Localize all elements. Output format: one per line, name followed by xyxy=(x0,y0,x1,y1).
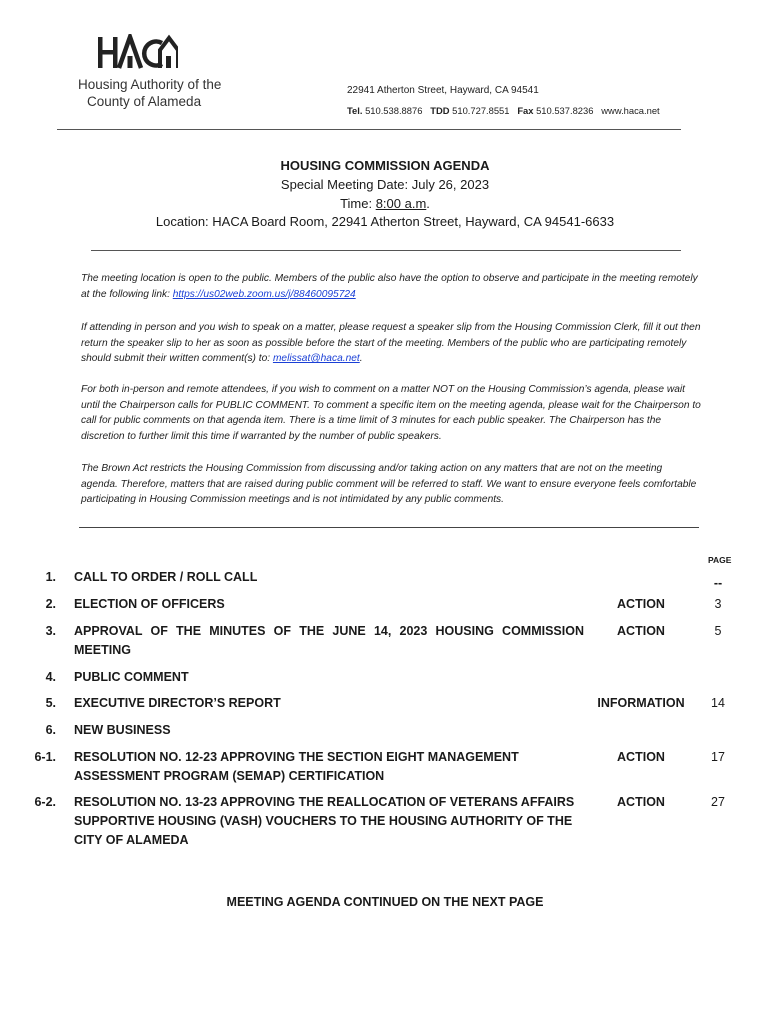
title-divider xyxy=(91,250,681,251)
item-number: 6-1. xyxy=(34,750,56,764)
item-title: APPROVAL OF THE MINUTES OF THE JUNE 14, 2023 HOUSING COMMISSION MEETING xyxy=(74,624,584,657)
tdd-label: TDD xyxy=(430,105,450,116)
item-action: ACTION xyxy=(617,624,665,638)
public-access-notice xyxy=(81,271,701,302)
item-number: 1. xyxy=(45,570,56,584)
item-page: 27 xyxy=(711,795,725,809)
item-page: 14 xyxy=(711,696,725,710)
item-title: NEW BUSINESS xyxy=(74,723,171,737)
email-link[interactable]: melissat@haca.net xyxy=(272,353,360,364)
tel-label: Tel. xyxy=(347,105,363,116)
fax-number: 510.537.8236 xyxy=(536,105,594,116)
organization-name xyxy=(78,76,221,110)
time-suffix: . xyxy=(426,196,430,211)
contact-line xyxy=(347,105,660,116)
time-value: 8:00 a.m xyxy=(375,196,427,211)
tel-number: 510.538.8876 xyxy=(365,105,423,116)
haca-logo xyxy=(78,34,228,70)
item-page: 5 xyxy=(714,624,722,638)
agenda-title: HOUSING COMMISSION AGENDA xyxy=(280,158,490,173)
zoom-link[interactable]: https://us02web.zoom.us/j/88460095724 xyxy=(172,288,356,300)
item-title: ELECTION OF OFFICERS xyxy=(74,597,225,611)
item-page: 17 xyxy=(711,750,725,764)
p1-text: The meeting location is open to the public. Members of the public also have the option to observe and participate in the meeting remotely at the following link: xyxy=(81,273,698,300)
item-title: PUBLIC COMMENT xyxy=(74,670,189,684)
item-title: RESOLUTION NO. 13-23 APPROVING THE REALLOCATION OF VETERANS AFFAIRS SUPPORTIVE HOUSING (VASH) VOUCHERS TO THE HOUSING AUTHORITY OF THE CITY OF ALAMEDA xyxy=(74,795,575,847)
public-comment-notice: For both in-person and remote attendees, if you wish to comment on a matter NOT on the Housing Commission’s agenda, please wait until the Chairperson calls for PUBLIC COMMENT. To comment a specific item on the meeting agenda, please wait for the Chairperson to call for public comments on that agenda item. There is a time limit of 3 minutes for each public speaker. The Chairperson has the discretion to further limit this time if warranted by the number of public speakers. xyxy=(81,384,701,442)
item-page: 3 xyxy=(714,597,722,611)
item-number: 6-2. xyxy=(34,795,56,809)
item-number: 5. xyxy=(45,696,56,710)
header-divider xyxy=(57,129,681,130)
item-action: ACTION xyxy=(617,750,665,764)
meeting-date: Special Meeting Date: July 26, 2023 xyxy=(280,177,490,192)
page-column-header: PAGE xyxy=(708,555,732,565)
meeting-time xyxy=(0,195,770,213)
item-title: EXECUTIVE DIRECTOR’S REPORT xyxy=(74,696,281,710)
speaker-slip-notice xyxy=(81,320,701,367)
org-line-2: County of Alameda xyxy=(87,94,202,109)
item-title: RESOLUTION NO. 12-23 APPROVING THE SECTION EIGHT MANAGEMENT ASSESSMENT PROGRAM (SEMAP) CERTIFICATION xyxy=(74,750,519,783)
continued-footer: MEETING AGENDA CONTINUED ON THE NEXT PAGE xyxy=(226,895,544,909)
p2-text: If attending in person and you wish to speak on a matter, please request a speaker slip from the Housing Commission Clerk, fill it out then return the speaker slip to her as soon as possible before the start of the meeting. Members of the public who are participating remotely should submit their written comment(s) to: xyxy=(81,322,701,364)
item-action: ACTION xyxy=(617,597,665,611)
item-number: 2. xyxy=(45,597,56,611)
time-label: Time: xyxy=(340,196,376,211)
website: www.haca.net xyxy=(601,105,660,116)
item-page: -- xyxy=(713,576,723,590)
item-action: ACTION xyxy=(617,795,665,809)
notice-divider xyxy=(79,527,699,528)
brown-act-notice: The Brown Act restricts the Housing Commission from discussing and/or taking action on any matters that are not on the meeting agenda. Therefore, matters that are raised during public comment will be referred to staff. We want to ensure everyone feels comfortable participating in Housing Commission meetings and is not intimidated by any public comments. xyxy=(81,463,697,505)
meeting-location: Location: HACA Board Room, 22941 Atherton Street, Hayward, CA 94541-6633 xyxy=(155,214,615,229)
org-line-1: Housing Authority of the xyxy=(78,77,222,92)
fax-label: Fax xyxy=(517,105,534,116)
item-title: CALL TO ORDER / ROLL CALL xyxy=(74,570,258,584)
tdd-number: 510.727.8551 xyxy=(452,105,510,116)
item-number: 6. xyxy=(45,723,56,737)
item-number: 3. xyxy=(45,624,56,638)
p2-end: . xyxy=(359,353,363,364)
item-number: 4. xyxy=(45,670,56,684)
item-action: INFORMATION xyxy=(597,696,685,710)
office-address: 22941 Atherton Street, Hayward, CA 94541 xyxy=(347,85,539,96)
